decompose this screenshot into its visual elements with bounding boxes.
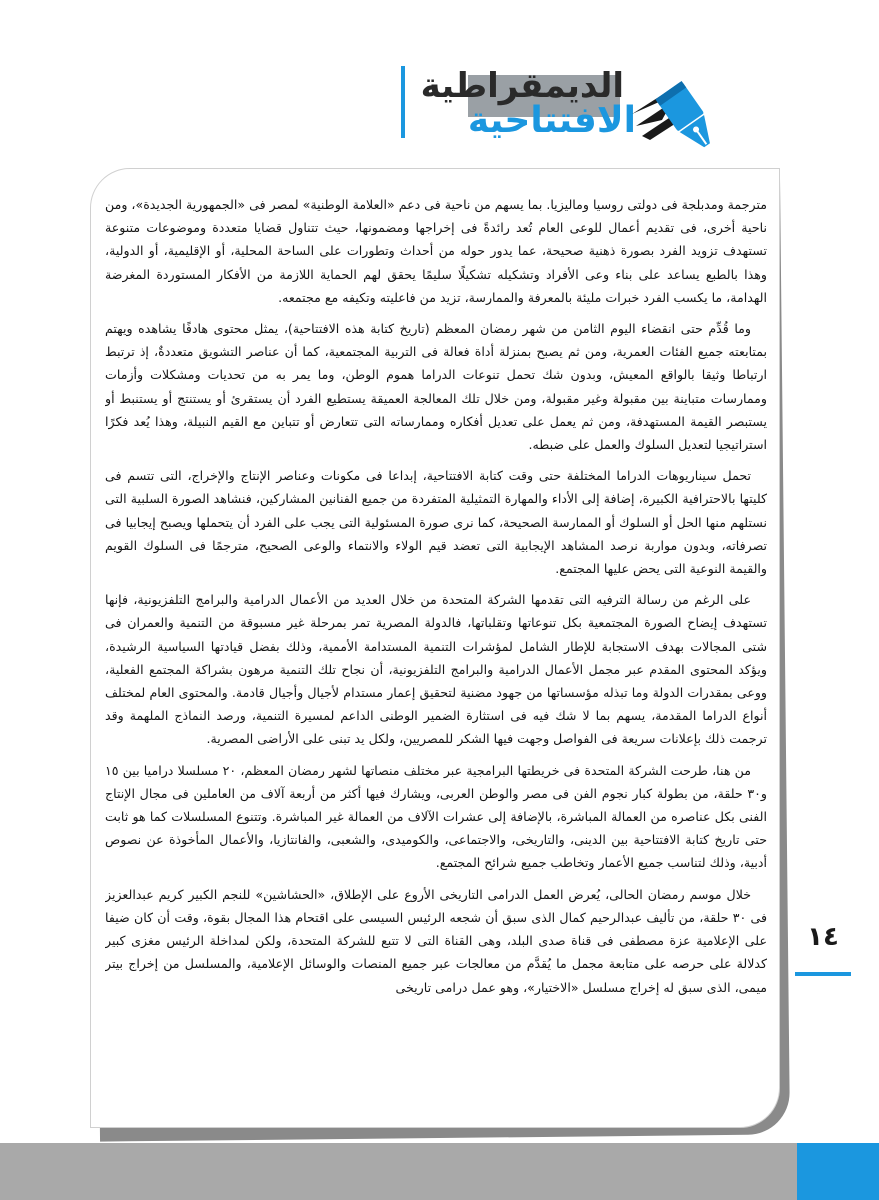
- magazine-title: الديمقراطية: [420, 66, 624, 106]
- article-paragraph: مترجمة ومدبلجة فى دولتى روسيا وماليزيا. بما يسهم من ناحية فى دعم «العلامة الوطنية» لمصر فى «الجمهورية الجديدة»، ومن ناحية أخرى، فى تقديم أعمال للوعى العام تُعد رائدةً فى إخراجها ومضمونها، حيث تتناول قضايا متعددة وموضوعات متنوعة تستهدف تزويد الفرد بصورة ذهنية صحيحة، عما يدور حوله من أحداث وتطورات على الساحة المحلية، أو الإقليمية، أو الدولية، وهذا بالطبع يساعد على بناء وعى الأفراد وتشكيله تشكيلًا سليمًا يحقق لهم الحماية اللازمة من الأفكار المستوردة المغرضة الهدامة، ما يكسب الفرد خبرات مليئة بالمعرفة والممارسة، تزيد من فاعليته وتكيفه مع مجتمعه.: [105, 197, 767, 305]
- footer-bar: [0, 1143, 797, 1200]
- footer-accent-block: [797, 1143, 879, 1200]
- article-body: [105, 193, 767, 1108]
- article-card: [90, 168, 780, 1128]
- title-divider: [401, 66, 405, 138]
- fountain-pen-icon: [628, 74, 728, 162]
- article-paragraph: تحمل سيناريوهات الدراما المختلفة حتى وقت كتابة الافتتاحية، إبداعا فى مكونات وعناصر الإنتاج والإخراج، التى تتسم فى كليتها بالاحترافية الكبيرة، إضافة إلى الأداء والمهارة التمثيلية المتفردة من جميع الفنانين المشاركين، فنشاهد الصورة السلبية التى نستلهم منها الحل أو السلوك أو الممارسة الصحيحة، كما نرى صورة المسئولية التى يجب على الفرد أن يتحملها ويصبح إيجابيا فى تصرفاته، وبدون مواربة نرصد المشاهد الإيجابية التى تعضد قيم الولاء والانتماء والوعى الصحيح، مترجمًا فى السلوك القويم والقيمة النوعية التى يحض عليها المجتمع.: [105, 468, 767, 577]
- article-paragraph: من هنا، طرحت الشركة المتحدة فى خريطتها البرامجية عبر مختلف منصاتها لشهر رمضان المعظم، ٢٠ مسلسلا دراميا بين ١٥ و٣٠ حلقة، من بطولة كبار نجوم الفن فى مصر والوطن العربى، ويشارك فيها أكثر من أربعة آلاف من العاملين فى مجال الإنتاج الفنى بكل عناصره من العمالة المباشرة، بالإضافة إلى عشرات الآلاف من العمالة غير المباشرة. وتتنوع المسلسلات كما هو ثابت حتى تاريخ كتابة الافتتاحية بين الدينى، والتاريخى، والاجتماعى، والكوميدى، والشعبى، والفانتازيا، والأعمال المأخوذة عن نصوص أدبية، وذلك لتناسب جميع الأعمار وتخاطب جميع شرائح المجتمع.: [105, 762, 767, 871]
- article-paragraph: خلال موسم رمضان الحالى، يُعرض العمل الدرامى التاريخى الأروع على الإطلاق، «الحشاشين» للنجم الكبير كريم عبدالعزيز فى ٣٠ حلقة، من تأليف عبدالرحيم كمال الذى سبق أن شجعه الرئيس السيسى على اقتحام هذا المجال بقوة، وقت أن كان ضيفا على الإعلامية عزة مصطفى فى قناة صدى البلد، وهى القناة التى لا تتبع للشركة المتحدة، ولكن لمداخلة الرئيس مغزى كبير كدلالة على حرصه على متابعة مجمل ما يُقدَّم من معالجات عبر جميع المنصات والوسائل الإعلامية، والمسلسل من إخراج بيتر ميمى، الذى سبق له إخراج مسلسل «الاختيار»، وهو عمل درامى تاريخى: [105, 886, 767, 995]
- section-title: الافتتاحية: [467, 100, 636, 141]
- page-number: ١٤: [807, 922, 839, 952]
- page-header: [0, 0, 879, 160]
- article-paragraph: وما قُدِّم حتى انقضاء اليوم الثامن من شهر رمضان المعظم (تاريخ كتابة هذه الافتتاحية)، يمثل محتوى هادفًا يشاهده ويهتم بمتابعته جميع الفئات العمرية، ومن ثم يصبح بمنزلة أداة فعالة فى التربية المجتمعية، كما أن عناصر التشويق متعددةٌ، إذ ترتبط ارتباطا وثيقا بالواقع المعيش، وبدون شك تحمل تنوعات الدراما هموم الوطن، وما يمر به من تحديات ومشكلات وأزمات وممارسات متباينة بين مقبولة وغير مقبولة، ومن خلال تلك المعالجة العميقة يستطيع الفرد أن يستقرئ أو يستنتج أو يستنبط أو يستبصر القيمة المستهدفة، ومن ثم يعمل على تعديل أفكاره وممارساته التى تتعارض أو تتباين مع القيم النبيلة، وهذا يُعد فكرًا استراتيجيا لتعديل السلوك والعمل على ضبطه.: [105, 321, 767, 453]
- article-paragraph: على الرغم من رسالة الترفيه التى تقدمها الشركة المتحدة من خلال العديد من الأعمال الدرامية والبرامج التلفزيونية، فإنها تستهدف إيضاح الصورة المجتمعية بكل تنوعاتها وتقلباتها، فالدولة المصرية تمر بمرحلة غير مسبوقة من التنمية والعمران فى شتى المجالات بهدف الاستجابة للإطار الشامل لمؤشرات التنمية المستدامة الأممية، وذلك بفضل قيادتها السياسية الرشيدة، ويؤكد المحتوى المقدم عبر مجمل الأعمال الدرامية والبرامج التلفزيونية، أن نجاح تلك التنمية مرهون بشراكة المجتمع الفعلية، ووعى بمقدرات الدولة وما تبذله مؤسساتها من جهود مضنية لتحقيق إعمار مستدام لأجيال وأجيال قادمة. والمحتوى العام لمختلف أنواع الدراما المقدمة، يسهم بما لا شك فيه فى استثارة الضمير الوطنى الداعم لمسيرة التنمية، ورصد النماذج الملهمة وقد ترجمت ذلك بإعلانات سريعة فى الفواصل وجهت فيها الشكر للمصريين، ولكل يد تبنى على الأراضى المصرية.: [105, 592, 767, 747]
